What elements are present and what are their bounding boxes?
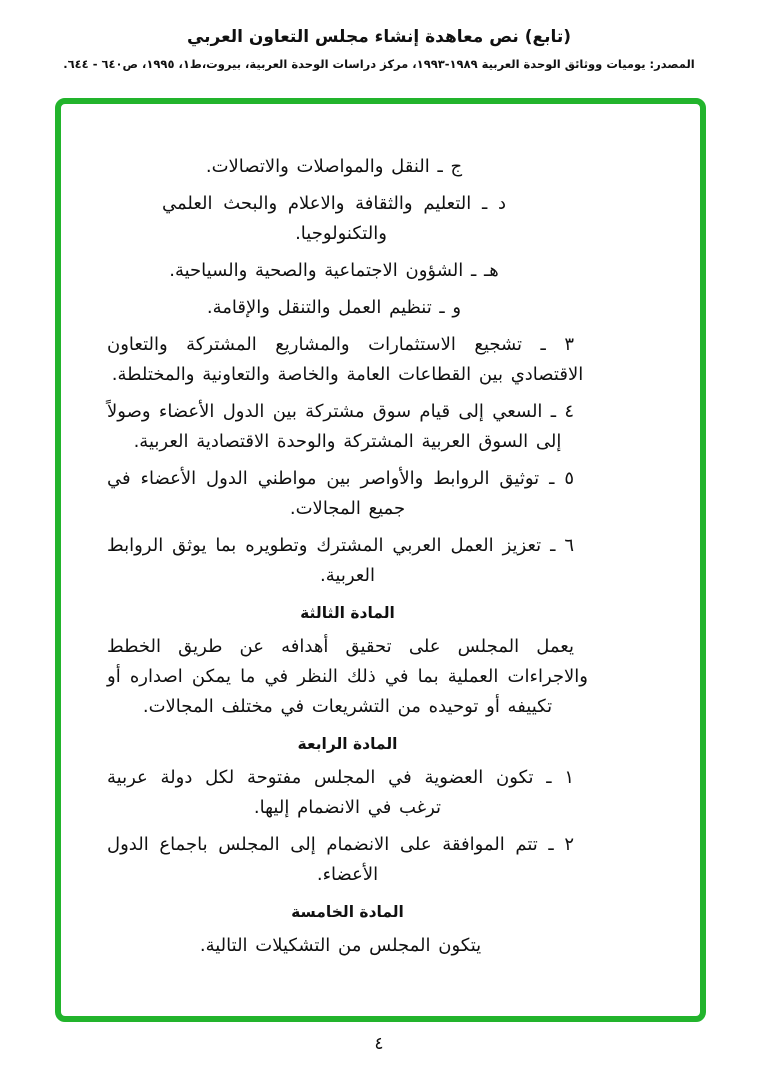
article-5-heading: المادة الخامسة <box>291 903 404 921</box>
sub-item-dal: د ـ التعليم والثقافة والاعلام والبحث العلمي والتكنولوجيا. <box>162 193 506 244</box>
numbered-item-3: ٣ ـ تشجيع الاستثمارات والمشاريع المشتركة والتعاون الاقتصادي بين القطاعات العامة والخاصة والتعاونية والمختلطة. <box>107 334 584 385</box>
article-4-heading: المادة الرابعة <box>297 735 398 753</box>
page-header <box>0 0 758 71</box>
article-3-heading: المادة الثالثة <box>300 604 395 622</box>
source-line: المصدر: يوميات ووثائق الوحدة العربية ١٩٨٩-١٩٩٣، مركز دراسات الوحدة العربية، بيروت،ط١، ١٩٩٥، ص٦٤٠ - ٦٤٤. <box>63 57 695 71</box>
numbered-item-4: ٤ ـ السعي إلى قيام سوق مشتركة بين الدول الأعضاء وصولاً إلى السوق العربية المشتركة والوحدة الاقتصادية العربية. <box>107 401 574 452</box>
green-border-box <box>55 98 706 1022</box>
sub-item-ha: هـ ـ الشؤون الاجتماعية والصحية والسياحية. <box>169 260 499 281</box>
sub-item-jeem: ج ـ النقل والمواصلات والاتصالات. <box>205 156 463 177</box>
document-title: (تابع) نص معاهدة إنشاء مجلس التعاون العربي <box>186 27 572 47</box>
article-4-item-1: ١ ـ تكون العضوية في المجلس مفتوحة لكل دولة عربية ترغب في الانضمام إليها. <box>107 767 574 818</box>
article-4-item-2: ٢ ـ تتم الموافقة على الانضمام إلى المجلس باجماع الدول الأعضاء. <box>107 834 574 885</box>
numbered-item-6: ٦ ـ تعزيز العمل العربي المشترك وتطويره بما يوثق الروابط العربية. <box>107 535 574 586</box>
numbered-item-5: ٥ ـ توثيق الروابط والأواصر بين مواطني الدول الأعضاء في جميع المجالات. <box>107 468 574 519</box>
article-5-body: يتكون المجلس من التشكيلات التالية. <box>199 935 482 956</box>
page-number: ٤ <box>374 1034 384 1054</box>
sub-item-waw: و ـ تنظيم العمل والتنقل والإقامة. <box>206 297 462 318</box>
article-3-body: يعمل المجلس على تحقيق أهدافه عن طريق الخطط والاجراءات العملية بما في ذلك النظر في ما يمكن اصداره أو تكييفه أو توحيده من التشريعات في مختلف المجالات. <box>107 636 588 717</box>
document-body <box>107 152 588 961</box>
